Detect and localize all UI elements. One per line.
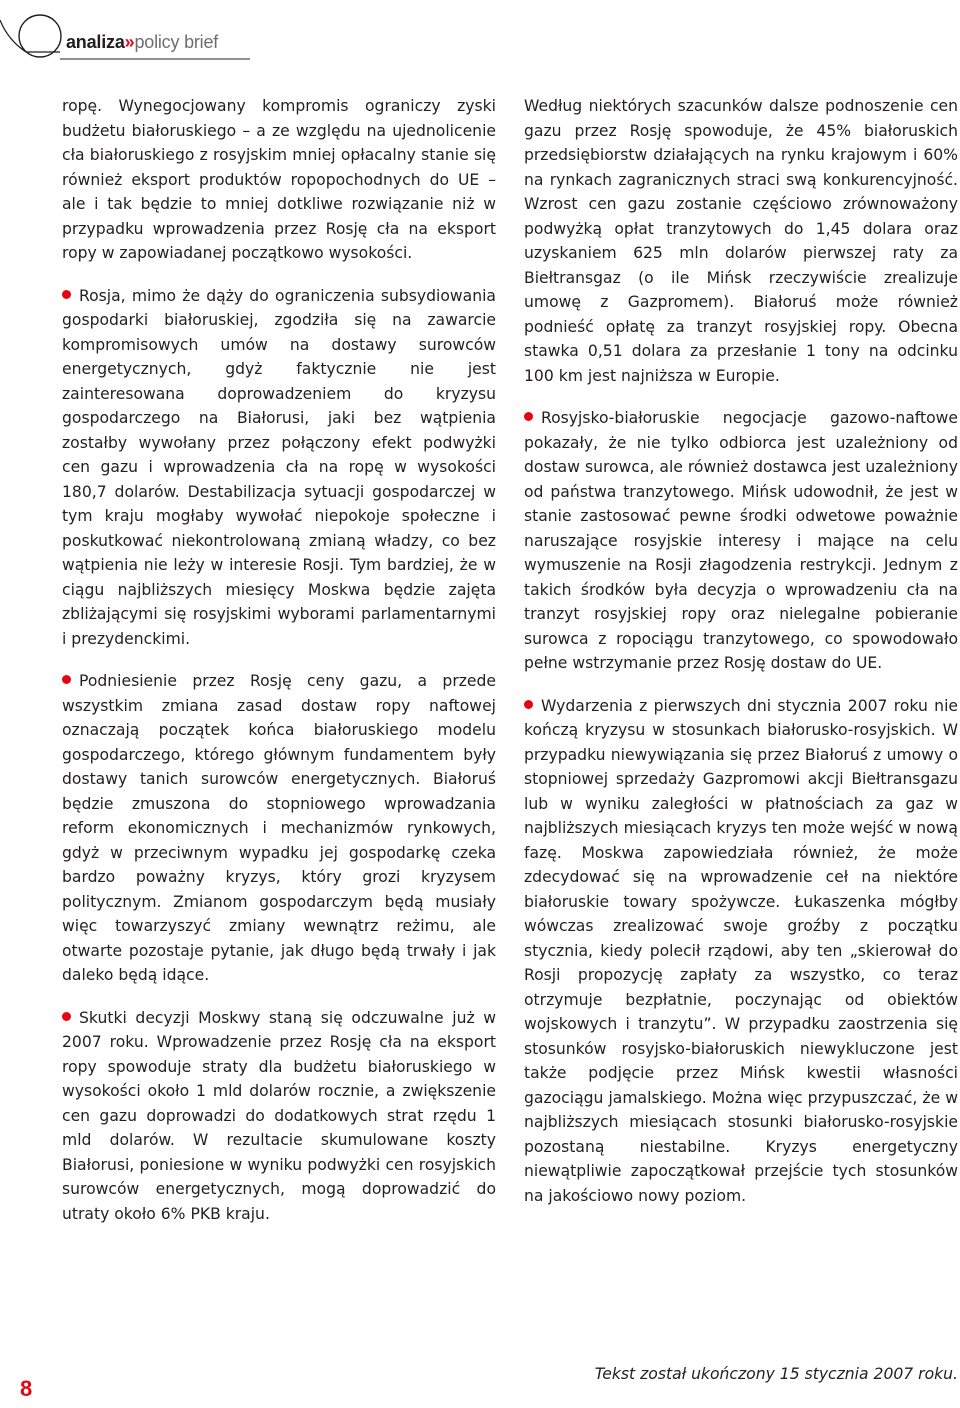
paragraph: ropę. Wynegocjowany kompromis ograniczy zyski budżetu białoruskiego – a ze względu na ujednolicenie cła białoruskiego z rosyjskim mniej opłacalny stanie się również eksport produktów ropopochodnych do UE – ale i tak będzie to mniej dotkliwe rozwiązanie niż w przypadku wprowadzenia przez Rosję cła na eksport ropy w zapowiadanej początkowo wysokości. xyxy=(62,97,496,262)
paragraph-text: Rosyjsko-białoruskie negocjacje gazowo-naftowe pokazały, że nie tylko odbiorca jest uzależniony od dostaw surowca, ale również dostawca jest uzależniony od państwa tranzytowego. Mińsk udowodnił, że jest w stanie zastosować pewne środki odwetowe poważnie naruszające rosyjskie interesy i mające na celu wymuszenie na Rosji złagodzenia restrykcji. Jednym z takich środków była decyzja o wprowadzeniu cła na tranzyt rosyjskiej ropy oraz nielegalne pobieranie surowca z ropociągu tranzytowego, co spowodowało pełne wstrzymanie przez Rosję dostaw do UE. xyxy=(524,409,958,672)
bullet-icon xyxy=(62,1012,71,1021)
paragraph-text: Wydarzenia z pierwszych dni stycznia 2007 roku nie kończą kryzysu w stosunkach białorusko-rosyjskich. W przypadku niewywiązania się przez Białoruś z umowy o stopniowej sprzedaży Gazpromowi akcji Biełtransgazu lub w wyniku zaległości w płatnościach za gaz w najbliższych miesiącach kryzys ten może wejść w nową fazę. Moskwa zapowiedziała również, że może zdecydować się na wprowadzenie ceł na niektóre białoruskie towary spożywcze. Łukaszenka mógłby wówczas zrealizować swoje groźby z początku stycznia, kiedy polecił rządowi, aby ten „skierował do Rosji propozycję zapłaty za wszystko, co teraz otrzymuje bezpłatnie, poczynając od obiektów wojskowych i tranzytu”. W przypadku zaostrzenia się stosunków rosyjsko-białoruskich niewykluczone jest także podjęcie przez Mińsk kwestii własności gazociągu jamalskiego. Można więc przypuszczać, że w najbliższych miesiącach stosunki białorusko-rosyjskie pozostaną niestabilne. Kryzys energetyczny niewątpliwie zapoczątkował przejście tych stosunków na jakościowo nowy poziom. xyxy=(524,696,958,1205)
paragraph-text: Rosja, mimo że dąży do ograniczenia subsydiowania gospodarki białoruskiej, zgodziła się na zawarcie kompromisowych umów na dostawy surowców energetycznych, gdyż faktycznie nie jest zainteresowana doprowadzeniem do kryzysu gospodarczego na Białorusi, jaki bez wątpienia zostałby wywołany przez połączony efekt podwyżki cen gazu i wprowadzenia cła na ropę w wysokości 180,7 dolarów. Destabilizacja sytuacji gospodarczej w tym kraju mogłaby wywołać niepokoje społeczne i poskutkować niekontrolowaną zmianą władzy, co bez wątpienia nie leży w interesie Rosji. Tym bardziej, że w ciągu najbliższych miesięcy Moskwa będzie zajęta zbliżającymi się rosyjskimi wyborami parlamentarnymi i prezydenckimi. xyxy=(62,286,496,648)
bullet-paragraph xyxy=(62,1006,496,1227)
bullet-paragraph xyxy=(524,694,958,1209)
paragraph: Według niektórych szacunków dalsze podnoszenie cen gazu przez Rosję spowoduje, że 45% białoruskich przedsiębiorstw działających na rynku krajowym i 60% na rynkach zagranicznych straci swą konkurencyjność. Wzrost cen gazu zostanie częściowo zrównoważony podwyżką opłat tranzytowych do 1,45 dolara oraz uzyskaniem 625 mln dolarów pierwszej raty za Biełtransgaz (o ile Mińsk rzeczywiście zrealizuje umowę z Gazpromem). Białoruś może również podnieść opłatę za tranzyt rosyjskiej ropy. Obecna stawka 0,51 dolara za przesłanie 1 tony na odcinku 100 km jest najniższa w Europie. xyxy=(524,97,958,385)
brand-sub: policy brief xyxy=(134,32,219,52)
page-number: 8 xyxy=(20,1376,33,1401)
brand-main: analiza xyxy=(66,32,125,52)
bullet-icon xyxy=(524,700,533,709)
paragraph-text: Podniesienie przez Rosję ceny gazu, a przede wszystkim zmiana zasad dostaw ropy naftowej oznaczają początek końca białoruskiego modelu gospodarczego, którego głównym fundamentem były dostawy tanich surowców energetycznych. Białoruś będzie zmuszona do stopniowego wprowadzania reform ekonomicznych i mechanizmów rynkowych, gdyż w przeciwnym wypadku jej gospodarkę czeka bardzo poważny kryzys, który grozi kryzysem politycznym. Zmianom gospodarczym będą musiały więc towarzyszyć zmiany wewnątrz reżimu, ale otwarte pozostaje pytanie, jak długo będą trwały i jak daleko będą idące. xyxy=(62,672,496,984)
brand-title xyxy=(66,32,218,53)
brand-separator: » xyxy=(124,32,135,52)
bullet-paragraph xyxy=(524,406,958,676)
bullet-icon xyxy=(524,412,533,421)
bullet-paragraph xyxy=(62,669,496,988)
paragraph-text: Skutki decyzji Moskwy staną się odczuwalne już w 2007 roku. Wprowadzenie przez Rosję cła na eksport ropy spowoduje straty dla budżetu białoruskiego w wysokości około 1 mld dolarów rocznie, a zwiększenie cen gazu doprowadzi do dodatkowych strat rzędu 1 mld dolarów. W rezultacie skumulowane koszty Białorusi, poniesione w wyniku podwyżki cen rosyjskich surowców energetycznych, mogą doprowadzić do utraty około 6% PKB kraju. xyxy=(62,1008,496,1223)
bullet-icon xyxy=(62,675,71,684)
page-header xyxy=(0,0,960,70)
closing-note: Tekst został ukończony 15 stycznia 2007 roku. xyxy=(594,1365,958,1383)
right-column xyxy=(524,94,958,1226)
left-column xyxy=(62,94,496,1244)
bullet-icon xyxy=(62,290,71,299)
bullet-paragraph xyxy=(62,284,496,652)
